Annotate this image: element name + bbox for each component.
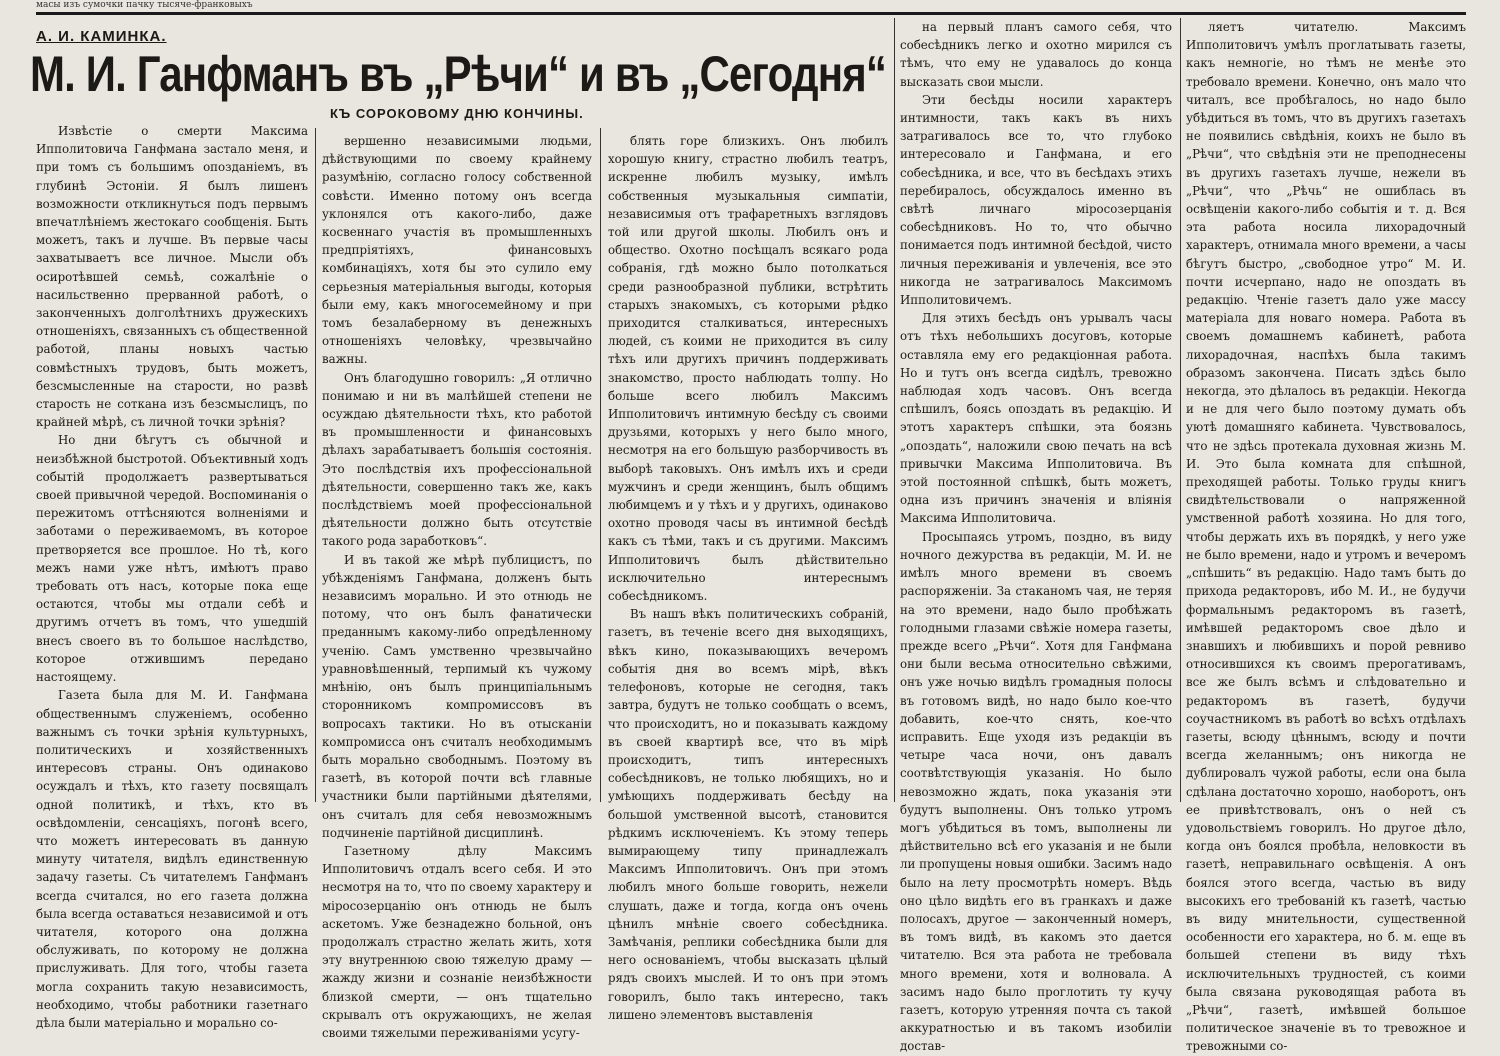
paragraph: Извѣстіе о смерти Максима Ипполитовича Ганфмана застало меня, и при томъ съ большимъ опозданіемъ, въ глубинѣ Эстоніи. Я былъ лишенъ возможности откликнуться подъ первымъ впечатлѣніемъ жестокаго сообщенія. Быть можетъ, такъ и лучше. Въ первые часы захватываетъ все личное. Мысли объ осиротѣвшей семьѣ, сожалѣніе о насильственно прерванной работѣ, о законченныхъ долголѣтнихъ дружескихъ отношеніяхъ, связанныхъ съ общественной работой, планы новыхъ частью совмѣстныхъ трудовъ, быть можетъ, безсмысленные на старости, но развѣ старость не соткана изъ безсмыслицъ, по крайней мѣрѣ, съ личной точки зрѣнія? (36, 124, 308, 430)
paragraph: Эти бесѣды носили характеръ интимности, такъ какъ въ нихъ затрагивалось все то, что глубоко интересовало и Ганфмана, и его собесѣдника, и все, что въ бесѣдахъ этихъ перебиралось, обсуждалось именно въ свѣтѣ личнаго міросозерцанія собесѣдниковъ. Но то, что обычно понимается подъ интимной бесѣдой, чисто личныя переживанія и увлеченія, все это никогда не затрагивалось Максимомъ Ипполитовичемъ. (900, 92, 1172, 308)
paragraph: Въ нашъ вѣкъ политическихъ собраній, газетъ, въ теченіе всего дня выходящихъ, вѣкъ кино, показывающихъ вечеромъ событія дня во всемъ мірѣ, вѣкъ телефоновъ, которые не сегодня, такъ завтра, будутъ не только сообщать о всемъ, что происходитъ, но и показывать каждому въ своей квартирѣ все, что въ мірѣ происходитъ, типъ интересныхъ собесѣдниковъ, не только любящихъ, но и умѣющихъ поддерживать бесѣду на большой умственной высотѣ, становится рѣдкимъ исключеніемъ. Къ этому теперь вымирающему типу принадлежалъ Максимъ Ипполитовичъ. Онъ при этомъ любилъ много больше говорить, нежели слушать, даже и тогда, когда онъ очень цѣнилъ мнѣніе своего собесѣдника. Замѣчанія, реплики собесѣдника были для него основаніемъ, чтобы высказать цѣлый рядъ своихъ мыслей. И то онъ при этомъ говорилъ, было такъ интересно, такъ лишено элементовъ выставленія (608, 607, 888, 1022)
paragraph: Для этихъ бесѣдъ онъ урывалъ часы отъ тѣхъ небольшихъ досуговъ, которые оставляла ему его редакціонная работа. Но и тутъ онъ всегда сидѣлъ, тревожно наблюдая ходъ часовъ. Онъ всегда спѣшилъ, боясь опоздать въ редакцію. И этотъ характеръ спѣшки, эта боязнь „опоздать“, наложили свою печать на всѣ привычки Максима Ипполитовича. Въ этой постоянной спѣшкѣ, быть можетъ, одна изъ причинъ значенія и вліянія Максима Ипполитовича. (900, 311, 1172, 526)
paragraph: И въ такой же мѣрѣ публицистъ, по убѣжденіямъ Ганфмана, долженъ быть независимъ морально. И это отнюдь не потому, что онъ былъ фанатически преданнымъ какому-либо опредѣленному ученію. Самъ умственно чрезвычайно уравновѣшенный, терпимый къ чужому мнѣнію, онъ былъ принципіальнымъ сторонникомъ компромиссовъ въ вопросахъ тактики. Но въ отысканіи компромисса онъ считалъ необходимымъ быть морально свободнымъ. Поэтому въ газетѣ, въ которой почти всѣ главные участники были партійными дѣятелями, онъ считалъ для себя невозможнымъ подчиненіе партійной дисциплинѣ. (322, 552, 592, 840)
paragraph: Но дни бѣгутъ съ обычной и неизбѣжной быстротой. Объективный ходъ событій продолжаетъ развертываться своей привычной чередой. Воспоминанія о пережитомъ оттѣсняются волненіями и заботами о переживаемомъ, въ которое претворяется все прошлое. Но тѣ, кого межъ нами уже нѣтъ, имѣютъ право требовать отъ насъ, которые пока еще остаются, чтобы мы отдали себѣ и другимъ отчетъ въ томъ, что ушедшій внесъ своего въ то большое наслѣдство, которое отжившимъ передано настоящему. (36, 433, 308, 685)
paragraph: Онъ благодушно говорилъ: „Я отлично понимаю и ни въ малѣйшей степени не осуждаю дѣятельности тѣхъ, кто работой въ промышленности и финансовыхъ дѣлахъ зарабатываетъ большія состоянія. Это послѣдствія ихъ профессіональной дѣятельности, совершенно такъ же, какъ послѣдствіемъ моей профессіональной дѣятельности должно быть отсутствіе такого рода заработковъ“. (322, 370, 592, 549)
paragraph: Газета была для М. И. Ганфмана общественнымъ служеніемъ, особенно важнымъ съ точки зрѣнія культурныхъ, политическихъ и хозяйственныхъ интересовъ страны. Онъ одинаково осуждалъ и тѣхъ, кто газету посвящалъ одной политикѣ, и тѣхъ, кто въ освѣдомленіи, сенсаціяхъ, погонѣ всего, что можетъ интересовать въ данную минуту читателя, видѣлъ единственную задачу газеты. Съ читателемъ Ганфманъ всегда считался, но его газета должна была всегда оставаться независимой и отъ читателя, которого она должна обслуживать, по которому не должна прислуживать. Для того, чтобы газета могла сохранить такую независимость, необходимо, чтобы работники газетнаго дѣла были матеріально и морально со- (36, 688, 308, 1030)
column-divider (600, 128, 601, 802)
article-author: А. И. КАМИНКА. (36, 28, 167, 45)
text-column-4 (900, 18, 1172, 1054)
column-divider (1180, 18, 1181, 802)
paragraph: блять горе близкихъ. Онъ любилъ хорошую книгу, страстно любилъ театръ, искренне любилъ музыку, имѣлъ собственныя музыкальныя симпатіи, независимыя отъ трафаретныхъ взглядовъ той или другой школы. Любилъ онъ и общество. Охотно посѣщалъ всякаго рода собранія, гдѣ можно было потолкаться среди разнообразной публики, встрѣтить старыхъ знакомыхъ, съ которыми рѣдко приходится сталкиваться, интересныхъ людей, съ коими не приходится въ силу тѣхъ или другихъ причинъ поддерживать знакомство, просто наблюдать толпу. Но больше всего любилъ Максимъ Ипполитовичъ интимную бесѣду съ своими друзьями, которыхъ у него было много, несмотря на его большую разборчивость въ выборѣ таковыхъ. Онъ имѣлъ ихъ и среди мужчинъ и среди женщинъ, былъ общимъ любимцемъ и у тѣхъ и у другихъ, одинаково охотно проводя часы въ интимной бесѣдѣ какъ съ тѣми, такъ и съ другими. Максимъ Ипполитовичъ былъ дѣйствительно исключительно интереснымъ собесѣдникомъ. (608, 134, 888, 604)
article-headline: М. И. Ганфманъ въ „Рѣчи“ и въ „Сегодня“ (30, 46, 887, 102)
paragraph: на первый планъ самого себя, что собесѣдникъ легко и охотно мирился съ тѣмъ, что ему не удавалось до конца высказать свои мысли. (900, 20, 1172, 89)
text-column-1 (36, 122, 308, 1030)
paragraph: Просыпаясь утромъ, поздно, въ виду ночного дежурства въ редакціи, М. И. не имѣлъ много времени въ своемъ распоряженіи. За стаканомъ чая, не теряя на это времени, надо было пробѣжать голодными глазами свѣжіе номера газеты, прежде всего „Рѣчи“. Хотя для Ганфмана они были весьма относительно свѣжими, онъ уже ночью видѣлъ громадныя полосы въ готовомъ видѣ, но надо было кое-что добавить, кое-что снять, кое-что исправить. Еще уходя изъ редакціи въ четыре часа ночи, онъ давалъ соотвѣтствующія указанія. Но было невозможно ждать, пока указанія эти будутъ выполнены. Онъ только утромъ могъ убѣдиться въ томъ, выполнены ли дѣйствительно всѣ его указанія и не были ли пропущены новыя ошибки. Засимъ надо было на лету просмотрѣть номеръ. Вѣдь оно цѣло видѣть его въ гранкахъ и даже полосахъ, другое — законченный номеръ, въ томъ видѣ, въ какомъ это дается читателю. Вся эта работа не требовала много времени, хотя и волновала. А засимъ надо было проглотить ту кучу газетъ, которую утренняя почта съ такой аккуратностью и въ такомъ изобиліи достав- (900, 529, 1172, 1054)
paragraph: Газетному дѣлу Максимъ Ипполитовичъ отдалъ всего себя. И это несмотря на то, что по своему характеру и міросозерцанію онъ отнюдь не былъ аскетомъ. Уже безнадежно больной, онъ продолжалъ страстно желать жить, хотя эту внутреннюю свою тяжелую драму — жажду жизни и сознаніе неизбѣжности близкой смерти, — онъ тщательно скрывалъ отъ окружающихъ, не желая своими тяжелыми переживаніями усугу- (322, 843, 592, 1040)
previous-article-fragment: масы изъ сумочки пачку тысяче-франковыхъ (36, 0, 253, 10)
text-column-2 (322, 132, 592, 1040)
text-column-5 (1186, 18, 1466, 1054)
column-divider (894, 18, 895, 802)
column-divider (315, 128, 316, 802)
paragraph: ляетъ читателю. Максимъ Ипполитовичъ умѣлъ проглатывать газеты, какъ немногіе, но тѣмъ не менѣе это требовало времени. Конечно, онъ мало что читалъ, все пробѣгалось, но надо было убѣдиться въ томъ, что въ другихъ газетахъ не появились свѣдѣнія, коихъ не было въ „Рѣчи“, что свѣдѣнія эти не преподнесены въ другихъ газетахъ лучше, нежели въ „Рѣчи“, что „Рѣчь“ не ошиблась въ освѣщеніи какого-либо событія и т. д. Вся эта работа носила лихорадочный характеръ, отнимала много времени, а часы бѣгутъ быстро, „свободное утро“ М. И. почти исчерпано, надо не опоздать въ редакцію. Чтеніе газетъ дало уже массу матеріала для новаго номера. Работа въ своемъ домашнемъ кабинетѣ, работа лихорадочная, наспѣхъ была такимъ образомъ закончена. Писать здѣсь было некогда, это дѣлалось въ редакціи. Некогда и не для чего было поэтому думать объ уютѣ домашняго кабинета. Чувствовалось, что не здѣсь протекала духовная жизнь М. И. Это была комната для спѣшной, преходящей работы. Только груды книгъ свидѣтельствовали о напряженной умственной работѣ хозяина. Но для того, чтобы держать ихъ въ порядкѣ, у него уже не было времени, надо и утромъ и вечеромъ „спѣшить“ въ редакцію. Надо тамъ быть до прихода редакторовъ, ибо М. И., не будучи формальнымъ редакторомъ въ газетѣ, имѣвшей редакторомъ свое дѣло и знавшихъ и любившихъ и порой ревниво относившихся къ своимъ прерогативамъ, все же былъ всѣмъ и слѣдовательно и редакторомъ въ газетѣ, будучи соучастникомъ въ работѣ во всѣхъ отдѣлахъ газеты, всюду цѣннымъ, всюду и почти всегда желаннымъ; онъ никогда не дублировалъ чужой работы, если она была сдѣлана достаточно хорошо, наоборотъ, онъ ее привѣтствовалъ, онъ о ней съ удовольствіемъ говорилъ. Но другое дѣло, когда онъ боялся пробѣла, неловкости въ газетѣ, неправильнаго освѣщенія. А онъ боялся этого всегда, частью въ виду высокихъ его требованій къ газетѣ, частью въ виду мнительности, существенной особенности его характера, но б. м. еще въ большей степени въ виду тѣхъ исключительныхъ трудностей, съ коими была связана руководящая работа въ „Рѣчи“, газетѣ, имѣвшей большое политическое значеніе въ то тревожное и тревожными со- (1186, 20, 1466, 1054)
article-subheadline: КЪ СОРОКОВОМУ ДНЮ КОНЧИНЫ. (330, 106, 584, 121)
text-column-3 (608, 132, 888, 1022)
paragraph: вершенно независимыми людьми, дѣйствующими по своему крайнему разумѣнію, согласно голосу собственной совѣсти. Именно потому онъ всегда уклонялся отъ какого-либо, даже косвеннаго участія въ промышленныхъ предпріятіяхъ, финансовыхъ комбинаціяхъ, хотя бы это сулило ему серьезныя матеріальныя выгоды, которыя были ему, какъ многосемейному и при томъ безалаберному въ денежныхъ отношеніяхъ человѣку, чрезвычайно важны. (322, 134, 592, 367)
header-rule (36, 12, 1466, 15)
